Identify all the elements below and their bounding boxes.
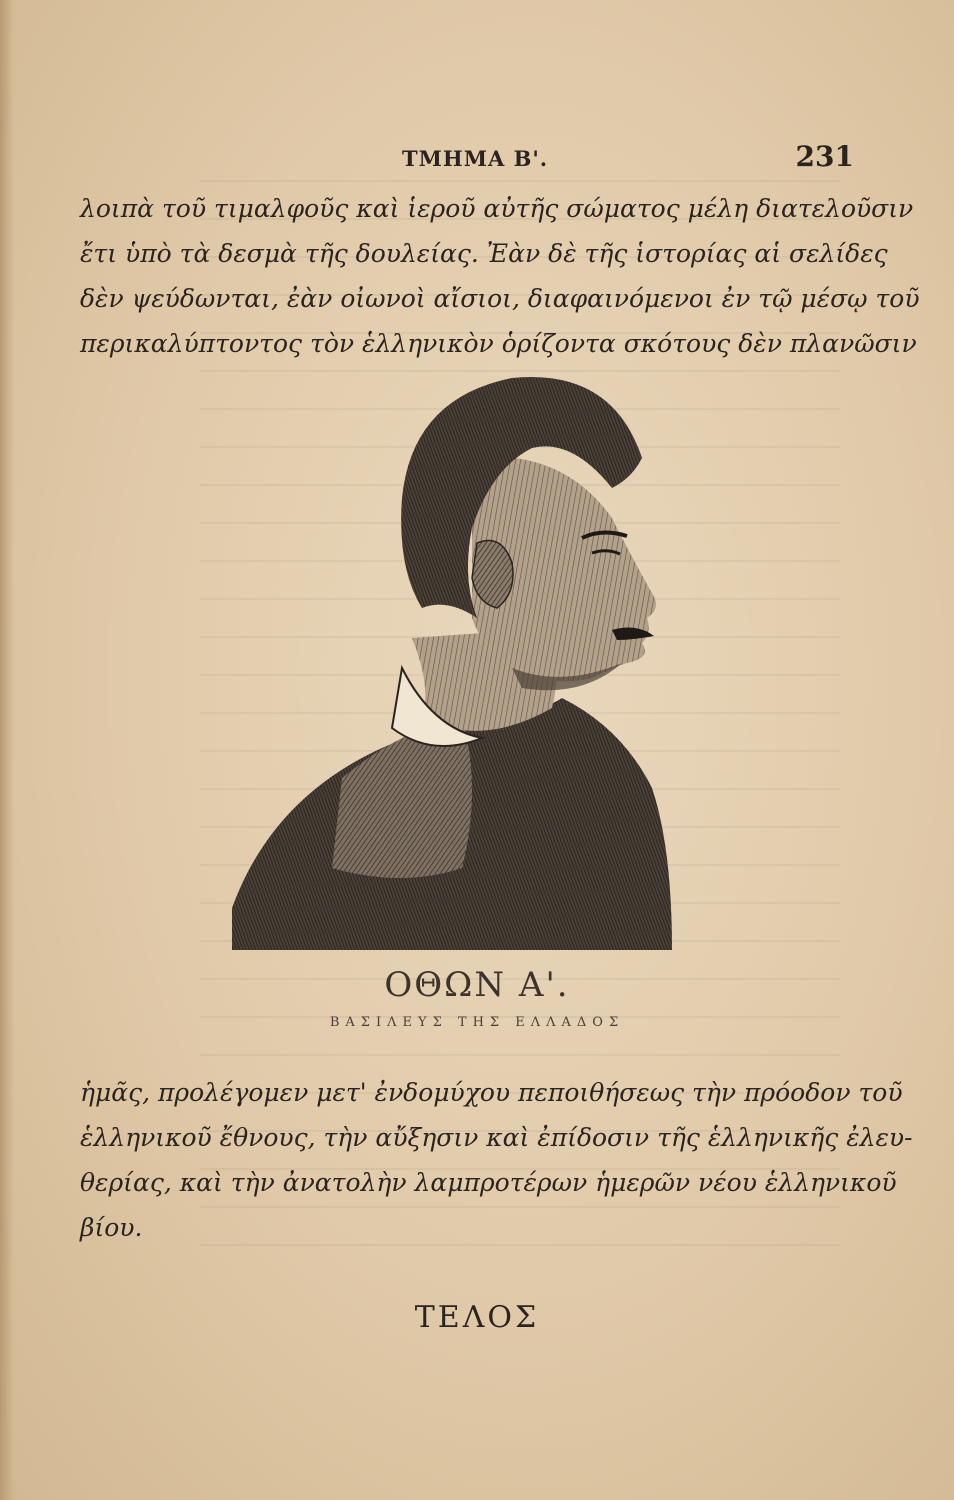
top-paragraph xyxy=(80,186,920,366)
text-line: δὲν ψεύδωνται, ἐὰν οἰωνοὶ αἴσιοι, διαφαινόμενοι ἐν τῷ μέσῳ τοῦ xyxy=(80,284,920,313)
portrait-caption-subtitle: ΒΑΣΙΛΕΥΣ ΤΗΣ ΕΛΛΑΔΟΣ xyxy=(329,1015,625,1030)
text-line: ἔτι ὑπὸ τὰ δεσμὰ τῆς δουλείας. Ἐὰν δὲ τῆς ἱστορίας αἱ σελίδες xyxy=(80,239,888,268)
text-line: ἡμᾶς, προλέγομεν μετ' ἐνδομύχου πεποιθήσεως τὴν πρόοδον τοῦ xyxy=(80,1078,903,1107)
running-head xyxy=(80,140,854,174)
text-line: βίου. xyxy=(80,1213,143,1242)
engraved-portrait-icon xyxy=(232,368,698,950)
portrait-caption-name: ΟΘΩΝ Α'. xyxy=(384,965,570,1005)
end-mark: ΤΕΛΟΣ xyxy=(414,1300,540,1335)
text-line: λοιπὰ τοῦ τιμαλφοῦς καὶ ἱεροῦ αὐτῆς σώματος μέλη διατελοῦσιν xyxy=(80,194,914,223)
text-line: περικαλύπτοντος τὸν ἑλληνικὸν ὁρίζοντα σκότους δὲν πλανῶσιν xyxy=(80,329,917,358)
bottom-paragraph xyxy=(80,1070,913,1250)
page-number: 231 xyxy=(795,140,854,173)
text-line: ἑλληνικοῦ ἔθνους, τὴν αὔξησιν καὶ ἐπίδοσιν τῆς ἑλληνικῆς ἐλευ- xyxy=(80,1123,913,1152)
section-heading: ΤΜΗΜΑ Β'. xyxy=(402,146,549,171)
text-line: θερίας, καὶ τὴν ἀνατολὴν λαμπροτέρων ἡμερῶν νέου ἑλληνικοῦ xyxy=(80,1168,897,1197)
